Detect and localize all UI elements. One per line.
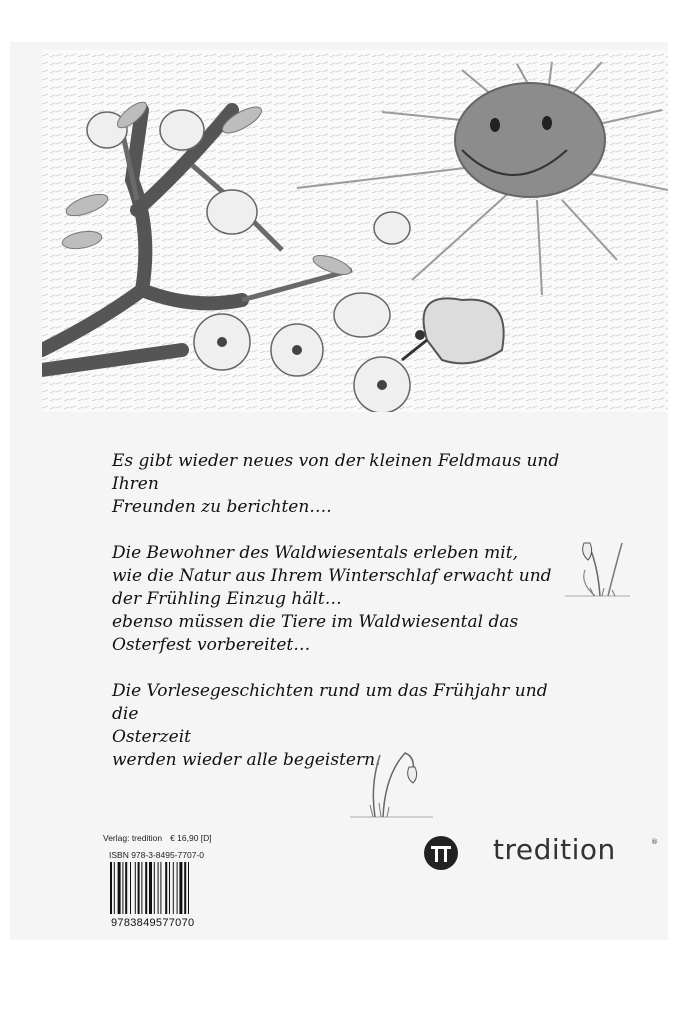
blurb-paragraph-3 <box>112 680 572 772</box>
blurb-line: werden wieder alle begeistern. <box>112 750 381 770</box>
snowdrop-drawing-top <box>560 528 635 600</box>
registered-mark: ® <box>651 838 658 846</box>
barcode-bar <box>160 862 161 914</box>
barcode-bar <box>130 862 131 914</box>
publisher-row <box>103 830 212 847</box>
barcode-bar <box>138 862 140 914</box>
barcode-bar <box>122 862 123 914</box>
barcode-bar <box>135 862 136 914</box>
blurb-line: ebenso müssen die Tiere im Waldwiesental das <box>112 612 519 632</box>
blurb-line: Freunden zu berichten…. <box>112 497 332 517</box>
blurb-line: Osterzeit <box>112 727 191 747</box>
barcode-bar <box>114 862 115 914</box>
barcode-bar <box>188 862 189 914</box>
publisher-info <box>103 830 212 864</box>
blurb-line: Die Bewohner des Waldwiesentals erleben mit, <box>112 543 518 563</box>
snowdrop-drawing-bottom <box>345 745 435 821</box>
barcode-bar <box>177 862 178 914</box>
logo-wordmark: tredition <box>493 833 616 866</box>
barcode-bar <box>118 862 121 914</box>
barcode-bar <box>154 862 155 914</box>
barcode-bar <box>141 862 142 914</box>
barcode-bar <box>158 862 159 914</box>
blurb-paragraph-2 <box>112 542 572 657</box>
back-cover-blurb <box>112 450 572 795</box>
isbn: ISBN 978-3-8495-7707-0 <box>109 850 204 860</box>
barcode-bar <box>145 862 147 914</box>
barcode-bar <box>169 862 170 914</box>
blurb-line: Die Vorlesegeschichten rund um das Frühjahr und die <box>112 681 548 724</box>
barcode-bar <box>173 862 174 914</box>
blurb-line: wie die Natur aus Ihrem Winterschlaf erwacht und <box>112 566 552 586</box>
barcode-bar <box>110 862 112 914</box>
tredition-mark-icon <box>423 835 459 871</box>
blurb-line: Es gibt wieder neues von der kleinen Feldmaus und Ihren <box>112 451 560 494</box>
blurb-line: der Frühling Einzug hält… <box>112 589 342 609</box>
barcode-number: 9783849577070 <box>111 917 195 929</box>
cover-illustration <box>42 50 668 412</box>
barcode-bar <box>125 862 127 914</box>
publisher-logo <box>423 833 663 873</box>
blurb-line: Osterfest vorbereitet… <box>112 635 311 655</box>
barcode-bar <box>149 862 152 914</box>
blurb-paragraph-1 <box>112 450 572 519</box>
barcode-bar <box>165 862 167 914</box>
publisher-name: Verlag: tredition <box>103 833 163 843</box>
barcode-bar <box>179 862 182 914</box>
price: € 16,90 [D] <box>170 833 212 843</box>
barcode-bar <box>184 862 186 914</box>
